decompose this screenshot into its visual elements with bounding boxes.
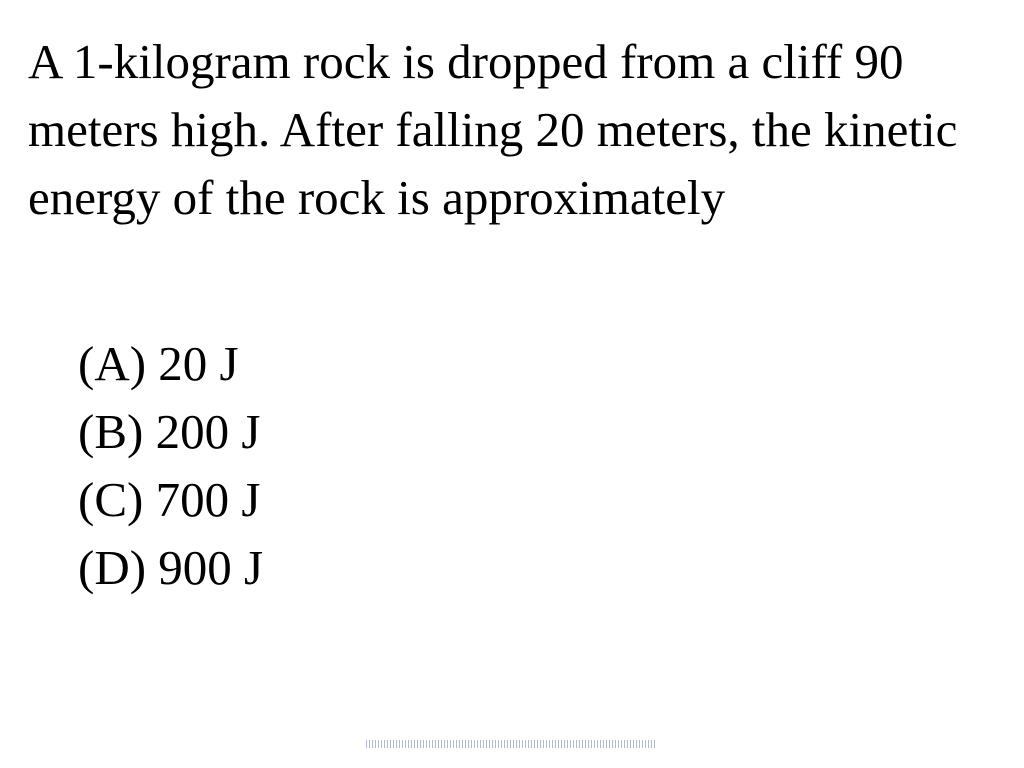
option-d-value: 900 J bbox=[158, 540, 264, 595]
option-b bbox=[78, 398, 263, 466]
option-a bbox=[78, 330, 263, 398]
option-d-label: (D) bbox=[78, 540, 147, 595]
option-b-label: (B) bbox=[78, 404, 144, 459]
footer-watermark bbox=[366, 740, 656, 748]
option-c-label: (C) bbox=[78, 472, 144, 527]
answer-options bbox=[78, 330, 263, 602]
option-b-value: 200 J bbox=[155, 404, 261, 459]
option-a-value: 20 J bbox=[158, 336, 239, 391]
option-d bbox=[78, 534, 263, 602]
option-a-label: (A) bbox=[78, 336, 147, 391]
option-c bbox=[78, 466, 263, 534]
question-text: A 1-kilogram rock is dropped from a cliff 90 meters high. After falling 20 meters, the kinetic energy of the rock is approximately bbox=[28, 34, 958, 225]
option-c-value: 700 J bbox=[155, 472, 261, 527]
